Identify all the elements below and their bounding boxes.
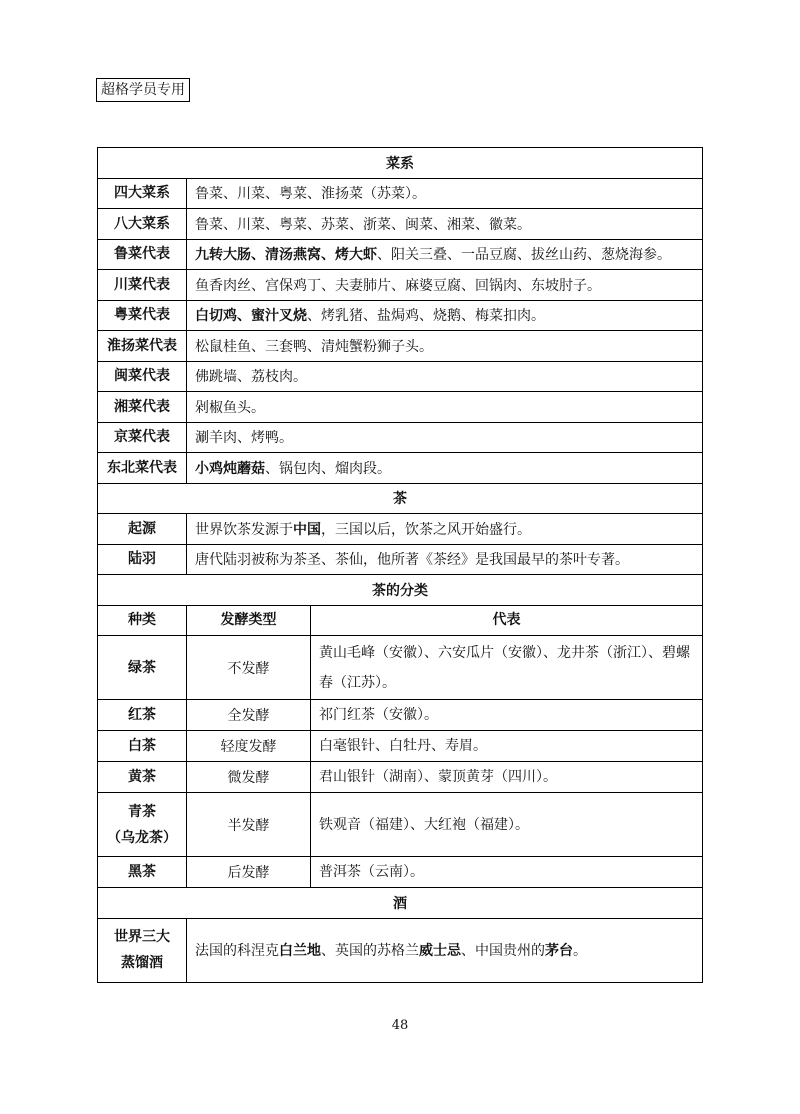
row-label: 湘菜代表 [98,392,187,423]
text-fragment: 、阳关三叠、一品豆腐、拔丝山药、葱烧海参。 [377,247,671,264]
column-header: 代表 [311,605,703,636]
tea-representative: 祁门红茶（安徽）。 [311,700,703,731]
tea-section-row [98,483,703,514]
tea-kind-text: 黄茶 [128,769,156,785]
table-row [98,178,703,209]
text-fragment: 、英国的苏格兰 [321,943,419,959]
row-label-line: 世界三大 [114,929,170,945]
row-value [187,544,703,575]
table-row [98,361,703,392]
table-row [98,918,703,982]
text-fragment: 鱼香肉丝、宫保鸡丁、夫妻肺片、麻婆豆腐、回锅肉、东坡肘子。 [195,277,601,294]
tea-kind-text: 黑茶 [128,864,156,880]
row-value [187,918,703,982]
row-label: 闽菜代表 [98,361,187,392]
row-value [187,178,703,209]
table-row [98,239,703,270]
tea-kind-text: 绿茶 [128,659,156,676]
text-fragment: 小鸡炖蘑菇 [195,460,265,477]
row-value [187,239,703,270]
tea-kind [98,636,187,700]
tea-ferment: 半发酵 [187,793,311,857]
table-row [98,793,703,857]
tea-kind-line: （乌龙茶） [107,829,177,846]
tea-kind [98,700,187,731]
row-label: 淮扬菜代表 [98,331,187,362]
cuisine-section-row [98,148,703,179]
table-row [98,209,703,240]
table-row [98,700,703,731]
row-value [187,270,703,301]
text-fragment: 佛跳墙、荔枝肉。 [195,369,307,386]
header-tag: 超格学员专用 [96,78,190,102]
text-fragment: 白切鸡、蜜汁叉烧 [195,308,307,325]
row-label: 鲁菜代表 [98,239,187,270]
liquor-section-title: 酒 [98,888,703,919]
table-row [98,544,703,575]
text-fragment: 涮羊肉、烤鸭。 [195,430,293,447]
text-fragment: 威士忌 [419,943,461,959]
column-header-row [98,605,703,636]
tea-types-section-title: 茶的分类 [98,575,703,606]
table-row [98,453,703,484]
row-label: 京菜代表 [98,422,187,453]
tea-kind [98,793,187,857]
tea-kind [98,762,187,793]
row-label: 粤菜代表 [98,300,187,331]
row-label-line: 蒸馏酒 [121,955,163,971]
table-row [98,422,703,453]
row-value [187,331,703,362]
text-fragment: 鲁菜、川菜、粤菜、苏菜、浙菜、闽菜、湘菜、徽菜。 [195,216,531,233]
row-value [187,209,703,240]
cuisine-section-title: 菜系 [98,148,703,179]
tea-ferment: 后发酵 [187,857,311,888]
row-label: 陆羽 [98,544,187,575]
tea-kind-line: 青茶 [128,803,156,820]
table-row [98,762,703,793]
tea-representative: 白毫银针、白牡丹、寿眉。 [311,731,703,762]
text-fragment: 九转大肠、清汤燕窝、烤大虾 [195,247,377,264]
text-fragment: 世界饮茶发源于 [195,521,293,538]
tea-representative: 黄山毛峰（安徽）、六安瓜片（安徽）、龙井茶（浙江）、碧螺春（江苏）。 [311,636,703,700]
liquor-section-row [98,888,703,919]
tea-representative: 普洱茶（云南）。 [311,857,703,888]
page-number: 48 [391,1018,409,1033]
row-value [187,392,703,423]
row-label: 川菜代表 [98,270,187,301]
tea-representative: 铁观音（福建）、大红袍（福建）。 [311,793,703,857]
text-fragment: 剁椒鱼头。 [195,399,265,416]
tea-ferment: 不发酵 [187,636,311,700]
tea-ferment: 微发酵 [187,762,311,793]
row-value [187,453,703,484]
text-fragment: 松鼠桂鱼、三套鸭、清炖蟹粉狮子头。 [195,338,433,355]
tea-kind [98,731,187,762]
text-fragment: 、锅包肉、熘肉段。 [265,460,391,477]
text-fragment: ，三国以后，饮茶之风开始盛行。 [321,521,531,538]
tea-ferment: 轻度发酵 [187,731,311,762]
row-label: 起源 [98,514,187,545]
text-fragment: 法国的科涅克 [195,943,279,959]
text-fragment: 茅台 [545,943,573,959]
tea-representative: 君山银针（湖南）、蒙顶黄芽（四川）。 [311,762,703,793]
text-fragment: 白兰地 [279,943,321,959]
tea-types-section-row [98,575,703,606]
text-fragment: 唐代陆羽被称为茶圣、茶仙，他所著《茶经》是我国最早的茶叶专著。 [195,552,629,569]
row-value [187,514,703,545]
tea-kind-text: 红茶 [128,707,156,723]
table-row [98,514,703,545]
text-fragment: 、烤乳猪、盐焗鸡、烧鹅、梅菜扣肉。 [307,308,545,325]
tea-ferment: 全发酵 [187,700,311,731]
table-row [98,300,703,331]
row-label [98,918,187,982]
table-row [98,331,703,362]
table-row [98,392,703,423]
text-fragment: 、中国贵州的 [461,943,545,959]
text-fragment: 鲁菜、川菜、粤菜、淮扬菜（苏菜）。 [195,186,426,203]
tea-kind-text: 白茶 [128,738,156,754]
row-value [187,361,703,392]
column-header: 发酵类型 [187,605,311,636]
row-label: 八大菜系 [98,209,187,240]
tea-section-title: 茶 [98,483,703,514]
column-header: 种类 [98,605,187,636]
reference-table [97,147,703,983]
row-label: 东北菜代表 [98,453,187,484]
table-row [98,731,703,762]
text-fragment: 中国 [293,521,321,538]
row-value [187,300,703,331]
table-row [98,636,703,700]
table-row [98,270,703,301]
row-value [187,422,703,453]
table-row [98,857,703,888]
row-label: 四大菜系 [98,178,187,209]
text-fragment: 。 [573,943,587,959]
tea-kind [98,857,187,888]
